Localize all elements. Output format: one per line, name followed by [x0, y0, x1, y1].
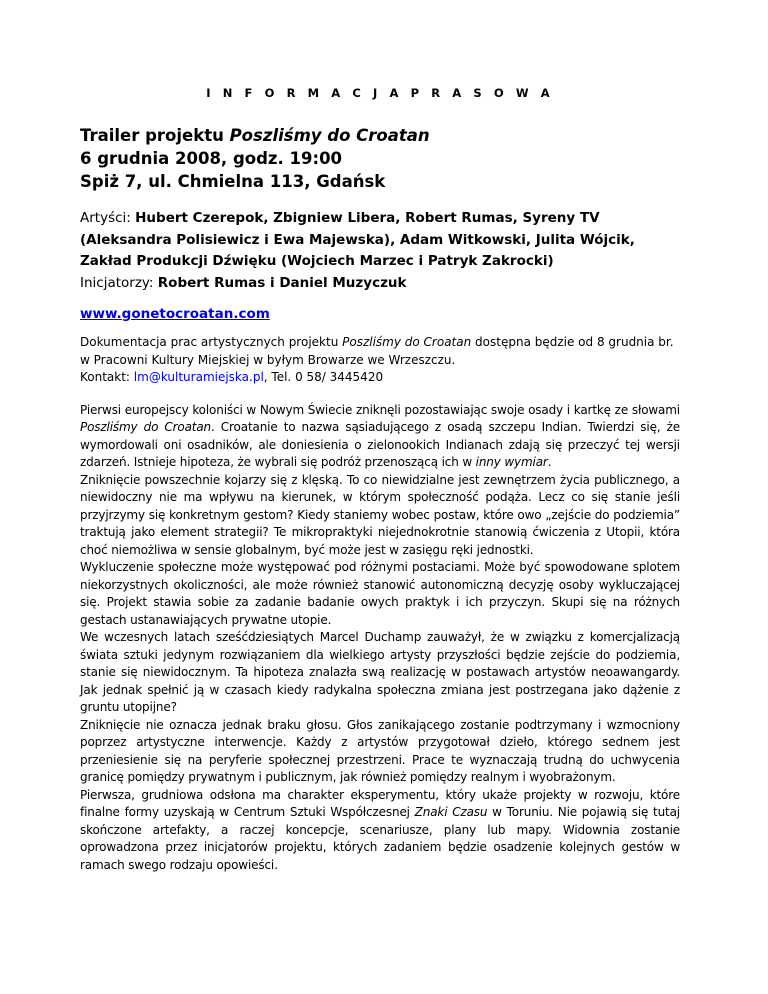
paragraph-6: Pierwsza, grudniowa odsłona ma charakter eksperymentu, który ukaże projekty w rozwoju, które finalne formy uzyskają w Centrum Sztuki Współczesnej Znaki Czasu w Toruniu. Nie pojawią się tutaj skończone artefakty, a raczej koncepcje, scenariusze, plany lub mapy. Widownia zostanie oprowadzona przez inicjatorów projektu, których zadaniem będzie osadzenie kolejnych gestów w ramach swego rodzaju opowieści. [80, 787, 680, 872]
initiators-names: Robert Rumas i Daniel Muzyczuk [157, 274, 407, 291]
documentation-block: Dokumentacja prac artystycznych projektu Poszliśmy do Croatan dostępna będzie od 8 grudnia br. w Pracowni Kultury Miejskiej w byłym Browarze we Wrzeszczu. Kontakt: lm@kulturamiejska.pl, Tel. 0 58/ 3445420 [80, 335, 674, 384]
paragraph-5: Zniknięcie nie oznacza jednak braku głosu. Głos zanikającego zostanie podtrzymany i wzmocniony poprzez artystyczne interwencje. Każdy z artystów przygotował dzieło, którego sednem jest przeniesienie się na peryferie społecznej przestrzeni. Prace te wyznaczają trudną do uchwycenia granicę pomiędzy prywatnym i publicznym, jak również pomiędzy realnym i wyobrażonym. [80, 717, 680, 784]
phone-number: , Tel. 0 58/ 3445420 [263, 370, 384, 384]
email-link[interactable]: lm@kulturamiejska.pl [133, 370, 264, 384]
event-title: Trailer projektu Poszliśmy do Croatan [80, 126, 430, 145]
paragraph-4: We wczesnych latach sześćdziesiątych Marcel Duchamp zauważył, że w związku z komercjalizacją świata sztuki jedynym rozwiązaniem dla wielkiego artysty przyszłości będzie zejście do podziemia, stanie się niewidocznym. Ta hipoteza znalazła swą realizację w postawach artystów neoawangardy. Jak jednak spełnić ją w czasach kiedy radykalna społeczna zmiana jest postrzegana jako dążenie z gruntu utopijne? [80, 630, 680, 714]
article-body [80, 402, 680, 875]
press-release-kicker: I N F O R M A C J A P R A S O W A [206, 86, 554, 100]
artists-names: Hubert Czerepok, Zbigniew Libera, Robert Rumas, Syreny TV (Aleksandra Polisiewicz i Ewa Majewska), Adam Witkowski, Julita Wójcik, Zakład Produkcji Dźwięku (Wojciech Marzec i Patryk Zakrocki) [80, 210, 635, 269]
press-release [80, 86, 680, 874]
initiators-label: Inicjatorzy: [80, 274, 158, 291]
paragraph-2: Zniknięcie powszechnie kojarzy się z klęską. To co niewidzialne jest zewnętrzem życia publicznego, a niewidoczny nie ma wpływu na kierunek, w którym społeczność podąża. Lecz co się stanie jeśli przyjrzymy się konkretnym gestom? Kiedy staniemy wobec postaw, które owo „zejście do podziemia” traktują jako element strategii? Te mikropraktyki niejednokrotnie stanowią ćwiczenia z Utopii, która choć niemożliwa w sensie globalnym, być może jest w zasięgu ręki jednostki. [80, 472, 680, 557]
event-venue: Spiż 7, ul. Chmielna 113, Gdańsk [80, 172, 386, 191]
website-link[interactable]: www.gonetocroatan.com [80, 306, 270, 322]
contact-label: Kontakt: [80, 370, 134, 384]
artists-block [80, 208, 680, 294]
artists-label: Artyści: [80, 210, 136, 226]
project-title: Poszliśmy do Croatan [229, 126, 430, 145]
paragraph-3: Wykluczenie społeczne może występować pod różnymi postaciami. Może być spowodowane splotem niekorzystnych okoliczności, ale może również stanowić autonomiczną decyzję osoby wykluczającej się. Projekt stawia sobie za zadanie badanie owych praktyk i ich przyczyn. Skupi się na różnych gestach ustanawiających prywatne utopie. [80, 560, 680, 627]
event-date: 6 grudnia 2008, godz. 19:00 [80, 149, 343, 168]
paragraph-1: Pierwsi europejscy koloniści w Nowym Świecie zniknęli pozostawiając swoje osady i kartkę ze słowami Poszliśmy do Croatan. Croatanie to nazwa sąsiadującego z osadą szczepu Indian. Twierdzi się, że wymordowali oni osadników, ale doniesienia o zielonookich Indianach zdają się przeczyć tej wersji zdarzeń. Istnieje hipoteza, że wybrali się podróż przenoszącą ich w inny wymiar. [80, 402, 680, 469]
